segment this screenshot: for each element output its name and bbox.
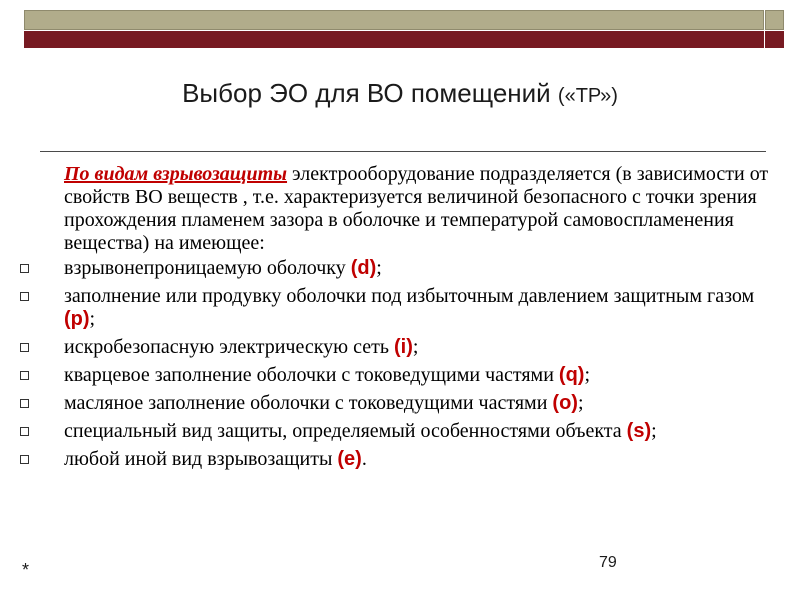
- list-item-suffix: ;: [89, 308, 96, 330]
- list-item-suffix: ;: [584, 364, 591, 386]
- header-maroon-strip: [24, 31, 764, 48]
- protection-code: (р): [64, 308, 90, 330]
- title-divider: [40, 151, 766, 152]
- protection-code: (о): [552, 392, 578, 414]
- protection-code: (i): [393, 336, 413, 358]
- intro-lead-term: По видам взрывозащиты: [64, 163, 288, 185]
- list-item: [20, 364, 780, 387]
- list-item: [20, 285, 780, 331]
- protection-types-list: [20, 257, 780, 471]
- list-item-text: любой иной вид взрывозащиты: [64, 448, 338, 470]
- protection-code: (е): [337, 448, 362, 470]
- slide-title-main: Выбор ЭО для ВО помещений: [182, 78, 558, 108]
- list-item-suffix: ;: [577, 392, 584, 414]
- footer-star-marker: *: [22, 560, 30, 580]
- header-olive-square: [765, 10, 784, 30]
- list-item: [20, 336, 780, 359]
- hollow-square-icon: [20, 343, 29, 352]
- hollow-square-icon: [20, 371, 29, 380]
- list-item-suffix: ;: [412, 336, 419, 358]
- protection-code: (q): [558, 364, 585, 386]
- hollow-square-icon: [20, 427, 29, 436]
- list-item: [20, 257, 780, 280]
- list-item: [20, 420, 780, 443]
- hollow-square-icon: [20, 292, 29, 301]
- hollow-square-icon: [20, 264, 29, 273]
- hollow-square-icon: [20, 399, 29, 408]
- list-item-text: кварцевое заполнение оболочки с токоведущими частями: [64, 364, 559, 386]
- list-item-suffix: ;: [651, 420, 657, 442]
- slide-body: [20, 163, 780, 476]
- page-number: 79: [599, 554, 617, 571]
- header-olive-strip: [24, 10, 764, 30]
- slide-title-sub: («ТР»): [557, 85, 618, 107]
- list-item-text: специальный вид защиты, определяемый особенностями объекта: [64, 420, 627, 442]
- slide-title: [0, 78, 800, 109]
- hollow-square-icon: [20, 455, 29, 464]
- list-item-text: взрывонепроницаемую оболочку: [64, 257, 351, 279]
- list-item-text: заполнение или продувку оболочки под избыточным давлением защитным газом: [64, 285, 755, 307]
- protection-code: (s): [626, 420, 652, 442]
- header-decoration-bar: [24, 10, 784, 48]
- protection-code: (d): [350, 257, 377, 279]
- header-maroon-square: [765, 31, 784, 48]
- list-item-suffix: .: [361, 448, 367, 470]
- list-item: [20, 448, 780, 471]
- list-item-text: масляное заполнение оболочки с токоведущими частями: [64, 392, 553, 414]
- intro-text: электрооборудование подразделяется (в зависимости от свойств ВО веществ , т.е. характеризуется величиной безопасного с точки зрения прохождения пламенем зазора в оболочке и температурой самовоспламенения вещества) на имеющее:: [64, 163, 769, 254]
- list-item-text: искробезопасную электрическую сеть: [64, 336, 394, 358]
- list-item: [20, 392, 780, 415]
- list-item-suffix: ;: [376, 257, 382, 279]
- intro-paragraph: [20, 163, 780, 255]
